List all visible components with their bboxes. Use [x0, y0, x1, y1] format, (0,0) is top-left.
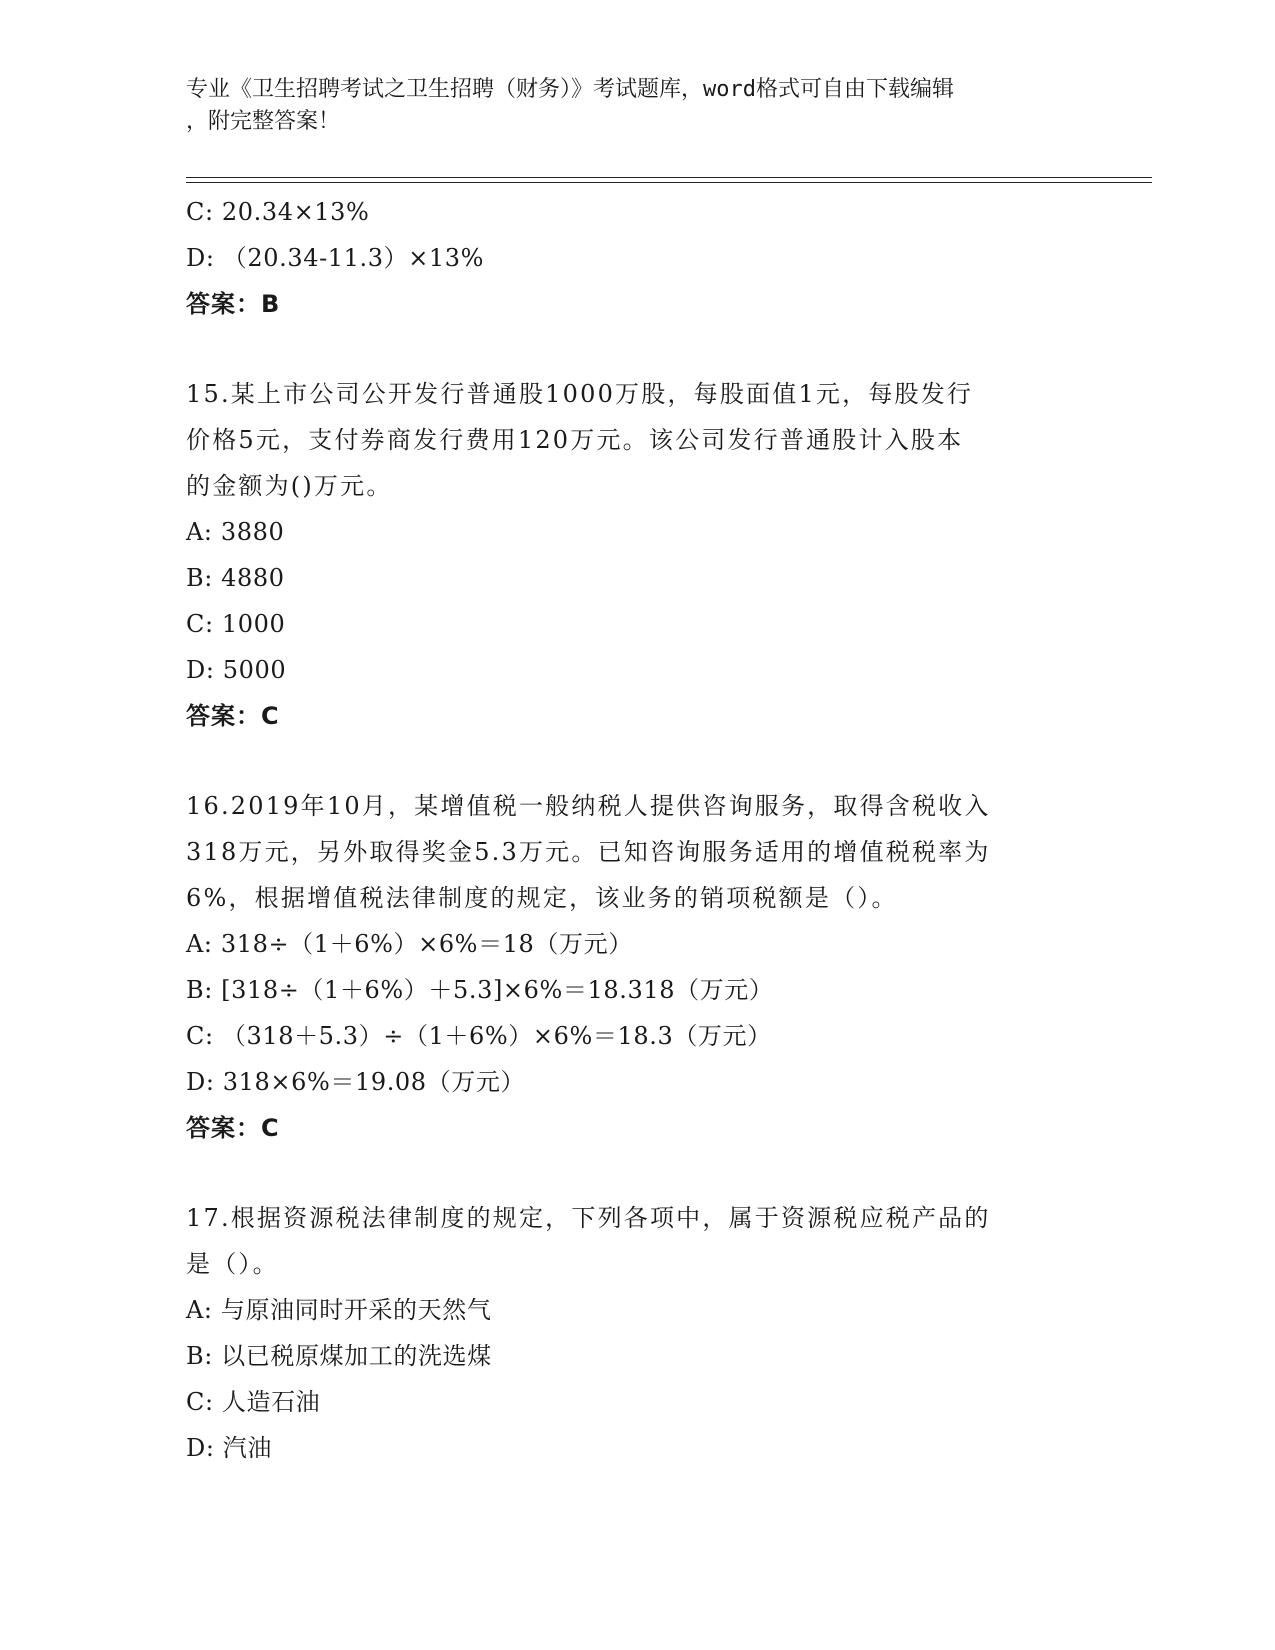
- answer-line: 答案：B: [186, 290, 281, 318]
- answer-line: 答案：C: [186, 1114, 280, 1142]
- option-b: B: [318÷（1＋6%）＋5.3]×6%＝18.318（万元）: [186, 976, 774, 1004]
- header-divider-top: [186, 177, 1152, 178]
- question-text-line: 16.2019年10月，某增值税一般纳税人提供咨询服务，取得含税收入: [186, 792, 991, 820]
- option-d: D: 汽油: [186, 1434, 272, 1462]
- previous-question-tail: [186, 189, 1086, 327]
- option-a: A: 与原油同时开采的天然气: [186, 1296, 492, 1324]
- spacer: [186, 739, 1086, 783]
- question-text-line: 的金额为()万元。: [186, 472, 393, 500]
- option-d: D: （20.34-11.3）×13%: [186, 244, 485, 272]
- page-header: [186, 74, 1066, 138]
- option-d: D: 5000: [186, 656, 287, 684]
- option-a: A: 318÷（1＋6%）×6%＝18（万元）: [186, 930, 633, 958]
- option-c: C: 20.34×13%: [186, 198, 370, 226]
- answer-line: 答案：C: [186, 702, 280, 730]
- question-text-line: 6%，根据增值税法律制度的规定，该业务的销项税额是（）。: [186, 884, 898, 912]
- question-16: [186, 783, 1086, 1151]
- header-line-1: 专业《卫生招聘考试之卫生招聘（财务）》考试题库，word格式可自由下载编辑: [186, 77, 954, 102]
- question-text-line: 15.某上市公司公开发行普通股1000万股，每股面值1元，每股发行: [186, 380, 974, 408]
- option-c: C: （318＋5.3）÷（1＋6%）×6%＝18.3（万元）: [186, 1022, 772, 1050]
- option-b: B: 4880: [186, 564, 285, 592]
- option-c: C: 1000: [186, 610, 286, 638]
- option-b: B: 以已税原煤加工的洗选煤: [186, 1342, 492, 1370]
- option-a: A: 3880: [186, 518, 285, 546]
- question-text-line: 17.根据资源税法律制度的规定，下列各项中，属于资源税应税产品的: [186, 1204, 991, 1232]
- question-17: [186, 1195, 1086, 1471]
- question-text-line: 是（）。: [186, 1250, 279, 1278]
- spacer: [186, 327, 1086, 371]
- option-c: C: 人造石油: [186, 1388, 321, 1416]
- header-divider-bottom: [186, 182, 1152, 183]
- question-15: [186, 371, 1086, 739]
- question-list: [186, 189, 1086, 1471]
- header-line-2: ，附完整答案！: [186, 109, 341, 134]
- question-text-line: 318万元，另外取得奖金5.3万元。已知咨询服务适用的增值税税率为: [186, 838, 991, 866]
- spacer: [186, 1151, 1086, 1195]
- question-text-line: 价格5元，支付券商发行费用120万元。该公司发行普通股计入股本: [186, 426, 964, 454]
- option-d: D: 318×6%＝19.08（万元）: [186, 1068, 526, 1096]
